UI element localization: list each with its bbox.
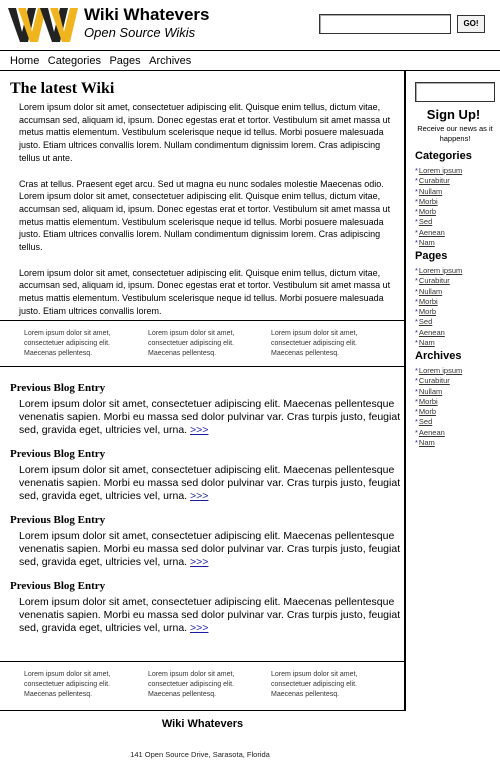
page-link[interactable] bbox=[415, 307, 462, 317]
pages-heading: Pages bbox=[415, 250, 448, 262]
blog-entry-body bbox=[10, 464, 402, 503]
page-link[interactable] bbox=[415, 328, 462, 338]
blurb: Lorem ipsum dolor sit amet, consectetuer adipiscing elit. Maecenas pellentesq. bbox=[271, 330, 358, 357]
page-link-text[interactable]: Morbi bbox=[418, 296, 438, 306]
read-more-link[interactable]: >>> bbox=[190, 556, 209, 568]
archive-link-text[interactable]: Curabitur bbox=[418, 376, 450, 386]
pages-list bbox=[415, 266, 462, 348]
blurb: Lorem ipsum dolor sit amet, consectetuer adipiscing elit. Maecenas pellentesq. bbox=[24, 671, 111, 698]
footer-address: 141 Open Source Drive, Sarasota, Florida bbox=[130, 750, 270, 759]
bullet-icon: * bbox=[415, 207, 418, 217]
bullet-icon: * bbox=[415, 438, 418, 448]
nav-pages[interactable]: Pages bbox=[109, 55, 141, 67]
bullet-icon: * bbox=[415, 227, 418, 237]
category-link[interactable] bbox=[415, 187, 462, 197]
archive-link-text[interactable]: Morbi bbox=[418, 396, 438, 406]
archives-list bbox=[415, 366, 462, 448]
blurb-row bbox=[0, 320, 404, 367]
bullet-icon: * bbox=[415, 366, 418, 375]
archive-link-text[interactable]: Sed bbox=[418, 417, 433, 427]
blog-entry-title: Previous Blog Entry bbox=[10, 382, 106, 394]
blog-entry-title: Previous Blog Entry bbox=[10, 514, 106, 526]
page-link[interactable] bbox=[415, 297, 462, 307]
latest-wiki-title: The latest Wiki bbox=[10, 80, 115, 97]
bullet-icon: * bbox=[415, 307, 418, 317]
bullet-icon: * bbox=[415, 327, 418, 337]
blog-entry-text: Lorem ipsum dolor sit amet, consectetuer adipiscing elit. Maecenas pellentesque venenatis sapien. Morbi eu massa sed dolor pulvinar var. Cras turpis justo, feugiat sed, gravida eget, ultricies vel, urna. bbox=[19, 464, 401, 502]
archive-link[interactable] bbox=[415, 417, 462, 427]
nav-categories[interactable]: Categories bbox=[47, 55, 101, 67]
archive-link[interactable] bbox=[415, 376, 462, 386]
bullet-icon: * bbox=[415, 417, 418, 427]
latest-paragraph: Cras at tellus. Praesent eget arcu. Sed ut magna eu nunc sodales molestie Maecenas odio. Lorem ipsum dolor sit amet, consectetuer adipiscing elit. Quisque enim tellus, dictum vitae, accumsan sed, aliquam id, ipsum. Donec egestas erat et tortor. Vestibulum sit amet massa ut metus mattis elementum. Vestibulum scelerisque neque id tellus. Morbi posuere malesuada justo. Etiam ultrices convallis lorem. Nullam condimentum dignissim lorem. Cras adipiscing tellus. bbox=[19, 178, 391, 253]
sidebar bbox=[405, 71, 500, 711]
latest-paragraph: Lorem ipsum dolor sit amet, consectetuer adipiscing elit. Quisque enim tellus, dictum vitae, accumsan sed, aliquam id, ipsum. Donec egestas erat et tortor. Vestibulum sit amet massa ut metus mattis elementum. Vestibulum scelerisque neque id tellus. Morbi posuere malesuada justo. Etiam ultrices convallis lorem. bbox=[19, 267, 391, 316]
signup-email-input[interactable] bbox=[415, 82, 495, 102]
page-link[interactable] bbox=[415, 338, 462, 348]
archives-heading: Archives bbox=[415, 350, 462, 362]
category-link-text[interactable]: Nullam bbox=[418, 186, 443, 196]
page-link[interactable] bbox=[415, 276, 462, 286]
bullet-icon: * bbox=[415, 186, 418, 196]
site-title: Wiki Whatevers bbox=[84, 5, 210, 24]
read-more-link[interactable]: >>> bbox=[190, 490, 209, 502]
blurb-row bbox=[0, 661, 404, 708]
bullet-icon: * bbox=[415, 317, 418, 327]
category-link[interactable] bbox=[415, 207, 462, 217]
category-link[interactable] bbox=[415, 238, 462, 248]
blog-entry-body bbox=[10, 596, 402, 635]
archive-link-text[interactable]: Nullam bbox=[418, 386, 443, 396]
bullet-icon: * bbox=[415, 338, 418, 348]
page-link-text[interactable]: Sed bbox=[418, 317, 433, 327]
category-link-text[interactable]: Morbi bbox=[418, 196, 438, 206]
latest-paragraph: Lorem ipsum dolor sit amet, consectetuer adipiscing elit. Quisque enim tellus, dictum vitae, accumsan sed, aliquam id, ipsum. Donec egestas erat et tortor. Vestibulum sit amet massa ut metus mattis elementum. Vestibulum scelerisque neque id tellus. Morbi posuere malesuada justo. Etiam ultrices convallis lorem. Nullam condimentum dignissim lorem. Cras adipiscing tellus ut ante. bbox=[19, 102, 391, 163]
category-link[interactable] bbox=[415, 228, 462, 238]
category-link-text[interactable]: Morb bbox=[418, 207, 437, 217]
bullet-icon: * bbox=[415, 286, 418, 296]
categories-list bbox=[415, 166, 462, 248]
archive-link-text[interactable]: Nam bbox=[418, 438, 435, 448]
footer-title: Wiki Whatevers bbox=[161, 718, 244, 730]
archive-link[interactable] bbox=[415, 397, 462, 407]
page-link-text[interactable]: Curabitur bbox=[418, 276, 450, 286]
signup-title[interactable]: Sign Up! bbox=[426, 107, 481, 122]
latest-wiki-body bbox=[19, 101, 399, 331]
category-link-text[interactable]: Aenean bbox=[418, 227, 445, 237]
category-link[interactable] bbox=[415, 217, 462, 227]
bullet-icon: * bbox=[415, 427, 418, 437]
page-link-text[interactable]: Aenean bbox=[418, 327, 445, 337]
bullet-icon: * bbox=[415, 266, 418, 275]
page-link-text[interactable]: Lorem ipsum bbox=[418, 266, 463, 275]
bullet-icon: * bbox=[415, 276, 418, 286]
main-content bbox=[0, 71, 405, 711]
blurb: Lorem ipsum dolor sit amet, consectetuer adipiscing elit. Maecenas pellentesq. bbox=[148, 330, 235, 357]
go-button[interactable]: GO! bbox=[457, 15, 485, 33]
blurb: Lorem ipsum dolor sit amet, consectetuer adipiscing elit. Maecenas pellentesq. bbox=[271, 671, 358, 698]
nav-home[interactable]: Home bbox=[10, 55, 40, 67]
category-link-text[interactable]: Sed bbox=[418, 217, 433, 227]
bullet-icon: * bbox=[415, 238, 418, 248]
bullet-icon: * bbox=[415, 376, 418, 386]
archive-link[interactable] bbox=[415, 407, 462, 417]
archive-link-text[interactable]: Aenean bbox=[418, 427, 445, 437]
site-tagline: Open Source Wikis bbox=[84, 25, 196, 40]
blurb: Lorem ipsum dolor sit amet, consectetuer adipiscing elit. Maecenas pellentesq. bbox=[24, 330, 111, 357]
bullet-icon: * bbox=[415, 166, 418, 175]
read-more-link[interactable]: >>> bbox=[190, 424, 209, 436]
blog-entry-title: Previous Blog Entry bbox=[10, 448, 106, 460]
page-link-text[interactable]: Nam bbox=[418, 338, 435, 348]
category-link-text[interactable]: Lorem ipsum bbox=[418, 166, 463, 175]
read-more-link[interactable]: >>> bbox=[190, 622, 209, 634]
page-link-text[interactable]: Nullam bbox=[418, 286, 443, 296]
wiki-logo-icon[interactable] bbox=[6, 6, 80, 44]
blog-entry-text: Lorem ipsum dolor sit amet, consectetuer adipiscing elit. Maecenas pellentesque venenatis sapien. Morbi eu massa sed dolor pulvinar var. Cras turpis justo, feugiat sed, gravida eget, ultricies vel, urna. bbox=[19, 530, 401, 568]
blog-entry bbox=[10, 514, 402, 569]
archive-link[interactable] bbox=[415, 438, 462, 448]
search-input[interactable] bbox=[319, 14, 451, 34]
bullet-icon: * bbox=[415, 176, 418, 186]
nav-archives[interactable]: Archives bbox=[149, 55, 192, 67]
blog-entry-text: Lorem ipsum dolor sit amet, consectetuer adipiscing elit. Maecenas pellentesque venenatis sapien. Morbi eu massa sed dolor pulvinar var. Cras turpis justo, feugiat sed, gravida eget, ultricies vel, urna. bbox=[19, 398, 401, 436]
archive-link[interactable] bbox=[415, 366, 462, 376]
site-header bbox=[0, 0, 500, 50]
page-link[interactable] bbox=[415, 266, 462, 276]
archive-link[interactable] bbox=[415, 387, 462, 397]
blog-entry bbox=[10, 448, 402, 503]
category-link-text[interactable]: Nam bbox=[418, 238, 435, 248]
page-link-text[interactable]: Morb bbox=[418, 307, 437, 317]
category-link[interactable] bbox=[415, 176, 462, 186]
blog-entry-body bbox=[10, 530, 402, 569]
blog-entry-title: Previous Blog Entry bbox=[10, 580, 106, 592]
page-link[interactable] bbox=[415, 317, 462, 327]
page-link[interactable] bbox=[415, 287, 462, 297]
category-link-text[interactable]: Curabitur bbox=[418, 176, 450, 186]
bullet-icon: * bbox=[415, 296, 418, 306]
bullet-icon: * bbox=[415, 386, 418, 396]
bullet-icon: * bbox=[415, 196, 418, 206]
blog-entry-text: Lorem ipsum dolor sit amet, consectetuer adipiscing elit. Maecenas pellentesque venenatis sapien. Morbi eu massa sed dolor pulvinar var. Cras turpis justo, feugiat sed, gravida eget, ultricies vel, urna. bbox=[19, 596, 401, 634]
categories-heading: Categories bbox=[415, 150, 472, 162]
main-nav bbox=[0, 50, 500, 71]
blog-entry-body bbox=[10, 398, 402, 437]
bullet-icon: * bbox=[415, 217, 418, 227]
bullet-icon: * bbox=[415, 407, 418, 417]
archive-link-text[interactable]: Morb bbox=[418, 407, 437, 417]
archive-link[interactable] bbox=[415, 428, 462, 438]
category-link[interactable] bbox=[415, 197, 462, 207]
blurb: Lorem ipsum dolor sit amet, consectetuer adipiscing elit. Maecenas pellentesq. bbox=[148, 671, 235, 698]
blog-entry bbox=[10, 580, 402, 635]
category-link[interactable] bbox=[415, 166, 462, 176]
blog-entry bbox=[10, 382, 402, 437]
archive-link-text[interactable]: Lorem ipsum bbox=[418, 366, 463, 375]
bullet-icon: * bbox=[415, 396, 418, 406]
signup-text: Receive our news as it happens! bbox=[417, 124, 493, 143]
